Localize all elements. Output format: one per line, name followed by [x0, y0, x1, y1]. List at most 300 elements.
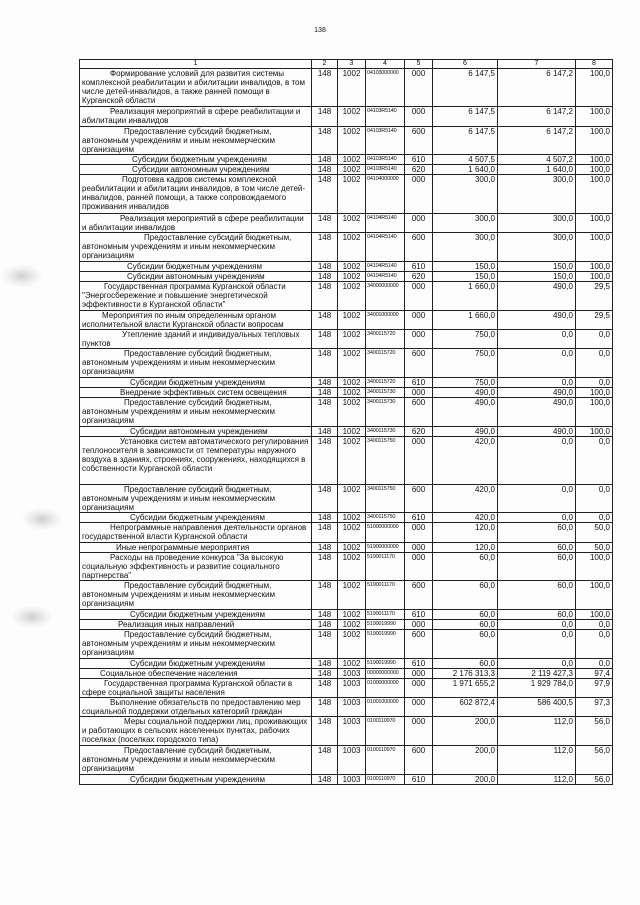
expense-type-cell: 600: [405, 581, 433, 610]
target-article-cell: 5190019990: [366, 620, 405, 630]
section-cell: 1002: [338, 107, 366, 126]
grbs-cell: 148: [312, 281, 338, 310]
row-name-text: Реализация мероприятий в сфере реабилитации и абилитации инвалидов: [82, 213, 304, 232]
target-article-cell: 3400115750: [366, 484, 405, 513]
section-cell: 1002: [338, 484, 366, 513]
row-name-cell: [80, 232, 312, 261]
plan-amount-cell: 420,0: [433, 484, 498, 513]
row-name-cell: [80, 377, 312, 387]
section-cell: 1002: [338, 620, 366, 630]
plan-amount-cell: 420,0: [433, 436, 498, 484]
expense-type-cell: 610: [405, 658, 433, 668]
row-name-text: Реализация мероприятий в сфере реабилитации и абилитации инвалидов: [82, 107, 301, 126]
plan-amount-cell: 200,0: [433, 774, 498, 784]
actual-amount-cell: 112,0: [498, 746, 576, 775]
expense-type-cell: 000: [405, 387, 433, 397]
table-row: [80, 213, 613, 232]
grbs-cell: 148: [312, 165, 338, 175]
table-row: [80, 261, 613, 271]
row-name-text: Непрограммные направления деятельности органов государственной власти Курганской области: [82, 523, 307, 542]
section-cell: 1003: [338, 678, 366, 697]
table-body: [80, 60, 613, 785]
grbs-cell: 148: [312, 658, 338, 668]
plan-amount-cell: 750,0: [433, 348, 498, 377]
table-row: [80, 387, 613, 397]
row-name-text: Субсидии бюджетным учреждениям: [130, 658, 265, 668]
actual-amount-cell: 300,0: [498, 175, 576, 213]
column-header: 3: [338, 60, 366, 69]
grbs-cell: 148: [312, 261, 338, 271]
section-cell: 1002: [338, 610, 366, 620]
target-article-cell: 04103R5140: [366, 155, 405, 165]
grbs-cell: 148: [312, 107, 338, 126]
plan-amount-cell: 750,0: [433, 329, 498, 348]
row-name-cell: [80, 271, 312, 281]
target-article-cell: 3400115730: [366, 397, 405, 426]
row-name-text: Государственная программа Курганской области в сфере социальной защиты населения: [82, 678, 293, 697]
actual-amount-cell: 0,0: [498, 377, 576, 387]
target-article-cell: 01000000000: [366, 678, 405, 697]
row-name-cell: [80, 717, 312, 746]
section-cell: 1002: [338, 581, 366, 610]
expense-type-cell: 000: [405, 436, 433, 484]
actual-amount-cell: 1 640,0: [498, 165, 576, 175]
actual-amount-cell: 0,0: [498, 484, 576, 513]
table-row: [80, 620, 613, 630]
row-name-cell: [80, 513, 312, 523]
table-row: [80, 542, 613, 552]
expense-type-cell: 000: [405, 698, 433, 717]
plan-amount-cell: 60,0: [433, 630, 498, 659]
expense-type-cell: 600: [405, 126, 433, 155]
grbs-cell: 148: [312, 232, 338, 261]
plan-amount-cell: 300,0: [433, 213, 498, 232]
plan-amount-cell: 60,0: [433, 658, 498, 668]
section-cell: 1002: [338, 213, 366, 232]
expense-type-cell: 000: [405, 552, 433, 581]
percent-cell: 0,0: [576, 348, 613, 377]
plan-amount-cell: 6 147,5: [433, 69, 498, 107]
table-row: [80, 165, 613, 175]
row-name-cell: [80, 581, 312, 610]
table-row: [80, 717, 613, 746]
actual-amount-cell: 586 400,5: [498, 698, 576, 717]
row-name-text: Государственная программа Курганской области "Энергосбережение и повышение энергетической эффективности в Курганской области": [82, 281, 286, 309]
percent-cell: 100,0: [576, 165, 613, 175]
expense-type-cell: 620: [405, 165, 433, 175]
expense-type-cell: 600: [405, 746, 433, 775]
table-row: [80, 436, 613, 484]
row-name-cell: [80, 126, 312, 155]
grbs-cell: 148: [312, 513, 338, 523]
plan-amount-cell: 2 176 313,3: [433, 668, 498, 678]
section-cell: 1002: [338, 377, 366, 387]
percent-cell: 100,0: [576, 387, 613, 397]
percent-cell: 97,9: [576, 678, 613, 697]
grbs-cell: 148: [312, 213, 338, 232]
table-row: [80, 281, 613, 310]
row-name-cell: [80, 397, 312, 426]
row-name-cell: [80, 523, 312, 542]
section-cell: 1002: [338, 436, 366, 484]
plan-amount-cell: 602 872,4: [433, 698, 498, 717]
section-cell: 1002: [338, 69, 366, 107]
expense-type-cell: 000: [405, 107, 433, 126]
target-article-cell: 01001000000: [366, 698, 405, 717]
plan-amount-cell: 1 971 655,2: [433, 678, 498, 697]
grbs-cell: 148: [312, 746, 338, 775]
row-name-cell: [80, 678, 312, 697]
plan-amount-cell: 120,0: [433, 523, 498, 542]
target-article-cell: 3400115720: [366, 329, 405, 348]
table-row: [80, 774, 613, 784]
target-article-cell: 5190019990: [366, 658, 405, 668]
grbs-cell: 148: [312, 397, 338, 426]
target-article-cell: 00000000000: [366, 668, 405, 678]
actual-amount-cell: 490,0: [498, 426, 576, 436]
table-row: [80, 175, 613, 213]
percent-cell: 100,0: [576, 581, 613, 610]
table-row: [80, 746, 613, 775]
expense-type-cell: 000: [405, 523, 433, 542]
plan-amount-cell: 60,0: [433, 552, 498, 581]
actual-amount-cell: 490,0: [498, 397, 576, 426]
expense-type-cell: 600: [405, 232, 433, 261]
target-article-cell: 51900000000: [366, 542, 405, 552]
target-article-cell: 0100110970: [366, 774, 405, 784]
grbs-cell: 148: [312, 348, 338, 377]
actual-amount-cell: 112,0: [498, 717, 576, 746]
table-row: [80, 581, 613, 610]
expense-type-cell: 610: [405, 261, 433, 271]
expense-type-cell: 000: [405, 175, 433, 213]
target-article-cell: 04104R5140: [366, 261, 405, 271]
percent-cell: 100,0: [576, 155, 613, 165]
grbs-cell: 148: [312, 69, 338, 107]
target-article-cell: 04103R5140: [366, 107, 405, 126]
row-name-text: Предоставление субсидий бюджетным, автономным учреждениям и иным некоммерческим организациям: [82, 581, 275, 609]
actual-amount-cell: 490,0: [498, 281, 576, 310]
column-header: 2: [312, 60, 338, 69]
row-name-cell: [80, 69, 312, 107]
percent-cell: 56,0: [576, 746, 613, 775]
row-name-cell: [80, 668, 312, 678]
row-name-cell: [80, 698, 312, 717]
table-row: [80, 397, 613, 426]
table-row: [80, 552, 613, 581]
row-name-text: Предоставление субсидий бюджетным, автономным учреждениям и иным некоммерческим организациям: [82, 232, 292, 260]
table-row: [80, 232, 613, 261]
percent-cell: 29,5: [576, 310, 613, 329]
grbs-cell: 148: [312, 678, 338, 697]
target-article-cell: 3400115750: [366, 513, 405, 523]
row-name-cell: [80, 387, 312, 397]
row-name-text: Подготовка кадров системы комплексной реабилитации и абилитации инвалидов, в том числе детей-инвалидов, ранней помощи, а также сопровождаемого проживания инвалидов: [82, 175, 306, 212]
section-cell: 1002: [338, 175, 366, 213]
section-cell: 1002: [338, 523, 366, 542]
target-article-cell: 34000000000: [366, 281, 405, 310]
plan-amount-cell: 1 640,0: [433, 165, 498, 175]
grbs-cell: 148: [312, 552, 338, 581]
section-cell: 1002: [338, 387, 366, 397]
table-row: [80, 126, 613, 155]
percent-cell: 100,0: [576, 69, 613, 107]
plan-amount-cell: 300,0: [433, 175, 498, 213]
row-name-text: Установка систем автоматического регулирования теплоносителя в зависимости от температуры наружного воздуха в зданиях, строениях, сооружениях, находящихся в собственности Курганской области: [82, 436, 309, 473]
actual-amount-cell: 4 507,2: [498, 155, 576, 165]
row-name-text: Субсидии автономным учреждениям: [127, 271, 265, 281]
row-name-cell: [80, 746, 312, 775]
actual-amount-cell: 0,0: [498, 658, 576, 668]
expense-type-cell: 000: [405, 717, 433, 746]
expense-type-cell: 610: [405, 774, 433, 784]
percent-cell: 0,0: [576, 620, 613, 630]
actual-amount-cell: 6 147,2: [498, 126, 576, 155]
plan-amount-cell: 6 147,5: [433, 107, 498, 126]
percent-cell: 0,0: [576, 658, 613, 668]
section-cell: 1002: [338, 552, 366, 581]
target-article-cell: 3400115730: [366, 426, 405, 436]
actual-amount-cell: 60,0: [498, 581, 576, 610]
row-name-text: Реализация иных направлений: [118, 620, 235, 630]
column-header: 6: [433, 60, 498, 69]
target-article-cell: 3400115730: [366, 387, 405, 397]
actual-amount-cell: 0,0: [498, 348, 576, 377]
page-number: 138: [314, 27, 326, 34]
actual-amount-cell: 112,0: [498, 774, 576, 784]
expense-type-cell: 610: [405, 377, 433, 387]
percent-cell: 0,0: [576, 436, 613, 484]
row-name-cell: [80, 107, 312, 126]
plan-amount-cell: 6 147,5: [433, 126, 498, 155]
table-row: [80, 668, 613, 678]
scan-artifact: [2, 265, 42, 287]
target-article-cell: 0100110970: [366, 746, 405, 775]
row-name-cell: [80, 658, 312, 668]
grbs-cell: 148: [312, 155, 338, 165]
actual-amount-cell: 6 147,2: [498, 69, 576, 107]
row-name-text: Субсидии бюджетным учреждениям: [127, 261, 262, 271]
plan-amount-cell: 60,0: [433, 620, 498, 630]
scan-artifact: [22, 508, 62, 530]
plan-amount-cell: 300,0: [433, 232, 498, 261]
plan-amount-cell: 490,0: [433, 397, 498, 426]
target-article-cell: 5190011170: [366, 581, 405, 610]
section-cell: 1002: [338, 232, 366, 261]
plan-amount-cell: 150,0: [433, 271, 498, 281]
expense-type-cell: 000: [405, 281, 433, 310]
section-cell: 1002: [338, 426, 366, 436]
percent-cell: 56,0: [576, 717, 613, 746]
grbs-cell: 148: [312, 630, 338, 659]
expense-type-cell: 600: [405, 397, 433, 426]
section-cell: 1002: [338, 281, 366, 310]
target-article-cell: 5190019990: [366, 630, 405, 659]
expense-type-cell: 600: [405, 630, 433, 659]
expense-type-cell: 620: [405, 426, 433, 436]
row-name-text: Мероприятия по иным определенным органом исполнительной власти Курганской области вопросам: [82, 310, 284, 329]
row-name-text: Субсидии бюджетным учреждениям: [130, 774, 265, 784]
row-name-text: Выполнение обязательств по предоставлению мер социальной поддержки отдельных категорий граждан: [82, 698, 301, 717]
row-name-text: Предоставление субсидий бюджетным, автономным учреждениям и иным некоммерческим организациям: [82, 484, 275, 512]
percent-cell: 0,0: [576, 513, 613, 523]
grbs-cell: 148: [312, 271, 338, 281]
row-name-text: Меры социальной поддержки лиц, проживающих и работающих в сельских населенных пунктах, рабочих поселках (поселках городского типа): [82, 717, 308, 745]
column-header-row: [80, 60, 613, 69]
grbs-cell: 148: [312, 610, 338, 620]
plan-amount-cell: 150,0: [433, 261, 498, 271]
grbs-cell: 148: [312, 542, 338, 552]
expense-type-cell: 600: [405, 484, 433, 513]
grbs-cell: 148: [312, 523, 338, 542]
plan-amount-cell: 490,0: [433, 426, 498, 436]
row-name-text: Субсидии автономным учреждениям: [130, 426, 268, 436]
plan-amount-cell: 4 507,5: [433, 155, 498, 165]
grbs-cell: 148: [312, 126, 338, 155]
expense-type-cell: 000: [405, 542, 433, 552]
row-name-text: Иные непрограммные мероприятия: [116, 542, 250, 552]
plan-amount-cell: 200,0: [433, 746, 498, 775]
percent-cell: 100,0: [576, 126, 613, 155]
table-row: [80, 69, 613, 107]
row-name-text: Субсидии бюджетным учреждениям: [132, 155, 267, 165]
grbs-cell: 148: [312, 698, 338, 717]
target-article-cell: 3400115750: [366, 436, 405, 484]
percent-cell: 100,0: [576, 213, 613, 232]
section-cell: 1002: [338, 630, 366, 659]
actual-amount-cell: 0,0: [498, 436, 576, 484]
row-name-cell: [80, 552, 312, 581]
actual-amount-cell: 150,0: [498, 271, 576, 281]
plan-amount-cell: 60,0: [433, 581, 498, 610]
table-row: [80, 107, 613, 126]
section-cell: 1002: [338, 261, 366, 271]
grbs-cell: 148: [312, 620, 338, 630]
section-cell: 1003: [338, 668, 366, 678]
row-name-text: Субсидии бюджетным учреждениям: [130, 513, 265, 523]
grbs-cell: 148: [312, 377, 338, 387]
plan-amount-cell: 420,0: [433, 513, 498, 523]
percent-cell: 97,4: [576, 668, 613, 678]
target-article-cell: 3400115720: [366, 377, 405, 387]
table-row: [80, 610, 613, 620]
row-name-cell: [80, 175, 312, 213]
row-name-cell: [80, 348, 312, 377]
table-row: [80, 426, 613, 436]
table-row: [80, 484, 613, 513]
row-name-text: Предоставление субсидий бюджетным, автономным учреждениям и иным некоммерческим организациям: [82, 630, 275, 658]
table-row: [80, 513, 613, 523]
row-name-text: Субсидии бюджетным учреждениям: [130, 377, 265, 387]
row-name-text: Предоставление субсидий бюджетным, автономным учреждениям и иным некоммерческим организациям: [82, 126, 275, 154]
percent-cell: 100,0: [576, 552, 613, 581]
target-article-cell: 04104R5140: [366, 232, 405, 261]
row-name-text: Субсидии автономным учреждениям: [132, 165, 270, 175]
row-name-text: Внедрение эффективных систем освещения: [120, 387, 287, 397]
grbs-cell: 148: [312, 175, 338, 213]
grbs-cell: 148: [312, 484, 338, 513]
target-article-cell: 0100110970: [366, 717, 405, 746]
budget-table: [79, 59, 613, 785]
column-header: 8: [576, 60, 613, 69]
section-cell: 1002: [338, 658, 366, 668]
plan-amount-cell: 1 660,0: [433, 310, 498, 329]
section-cell: 1003: [338, 746, 366, 775]
percent-cell: 50,0: [576, 542, 613, 552]
percent-cell: 100,0: [576, 426, 613, 436]
plan-amount-cell: 750,0: [433, 377, 498, 387]
actual-amount-cell: 490,0: [498, 310, 576, 329]
row-name-text: Утепление зданий и индивидуальных тепловых пунктов: [82, 329, 300, 348]
expense-type-cell: 000: [405, 310, 433, 329]
expense-type-cell: 000: [405, 213, 433, 232]
expense-type-cell: 000: [405, 668, 433, 678]
section-cell: 1002: [338, 165, 366, 175]
target-article-cell: 5190011170: [366, 610, 405, 620]
table-row: [80, 329, 613, 348]
expense-type-cell: 000: [405, 678, 433, 697]
expense-type-cell: 000: [405, 620, 433, 630]
target-article-cell: 51000000000: [366, 523, 405, 542]
target-article-cell: 04104R5140: [366, 271, 405, 281]
grbs-cell: 148: [312, 329, 338, 348]
section-cell: 1002: [338, 155, 366, 165]
grbs-cell: 148: [312, 774, 338, 784]
row-name-cell: [80, 542, 312, 552]
column-header: 4: [366, 60, 405, 69]
row-name-text: Предоставление субсидий бюджетным, автономным учреждениям и иным некоммерческим организациям: [82, 348, 275, 376]
row-name-cell: [80, 281, 312, 310]
percent-cell: 100,0: [576, 107, 613, 126]
row-name-text: Субсидии бюджетным учреждениям: [130, 610, 265, 620]
percent-cell: 0,0: [576, 630, 613, 659]
target-article-cell: 04103R5140: [366, 126, 405, 155]
percent-cell: 100,0: [576, 397, 613, 426]
actual-amount-cell: 490,0: [498, 387, 576, 397]
grbs-cell: 148: [312, 310, 338, 329]
section-cell: 1002: [338, 513, 366, 523]
actual-amount-cell: 0,0: [498, 513, 576, 523]
actual-amount-cell: 6 147,2: [498, 107, 576, 126]
expense-type-cell: 000: [405, 329, 433, 348]
row-name-cell: [80, 610, 312, 620]
actual-amount-cell: 60,0: [498, 523, 576, 542]
percent-cell: 56,0: [576, 774, 613, 784]
percent-cell: 97,3: [576, 698, 613, 717]
actual-amount-cell: 60,0: [498, 610, 576, 620]
percent-cell: 0,0: [576, 329, 613, 348]
grbs-cell: 148: [312, 581, 338, 610]
row-name-cell: [80, 620, 312, 630]
column-header: 7: [498, 60, 576, 69]
table-row: [80, 310, 613, 329]
section-cell: 1003: [338, 717, 366, 746]
expense-type-cell: 610: [405, 513, 433, 523]
section-cell: 1002: [338, 271, 366, 281]
section-cell: 1002: [338, 542, 366, 552]
actual-amount-cell: 0,0: [498, 329, 576, 348]
plan-amount-cell: 120,0: [433, 542, 498, 552]
percent-cell: 29,5: [576, 281, 613, 310]
row-name-text: Предоставление субсидий бюджетным, автономным учреждениям и иным некоммерческим организациям: [82, 397, 275, 425]
actual-amount-cell: 300,0: [498, 232, 576, 261]
actual-amount-cell: 2 119 427,3: [498, 668, 576, 678]
row-name-cell: [80, 165, 312, 175]
section-cell: 1002: [338, 126, 366, 155]
table-row: [80, 377, 613, 387]
percent-cell: 100,0: [576, 271, 613, 281]
table-row: [80, 523, 613, 542]
